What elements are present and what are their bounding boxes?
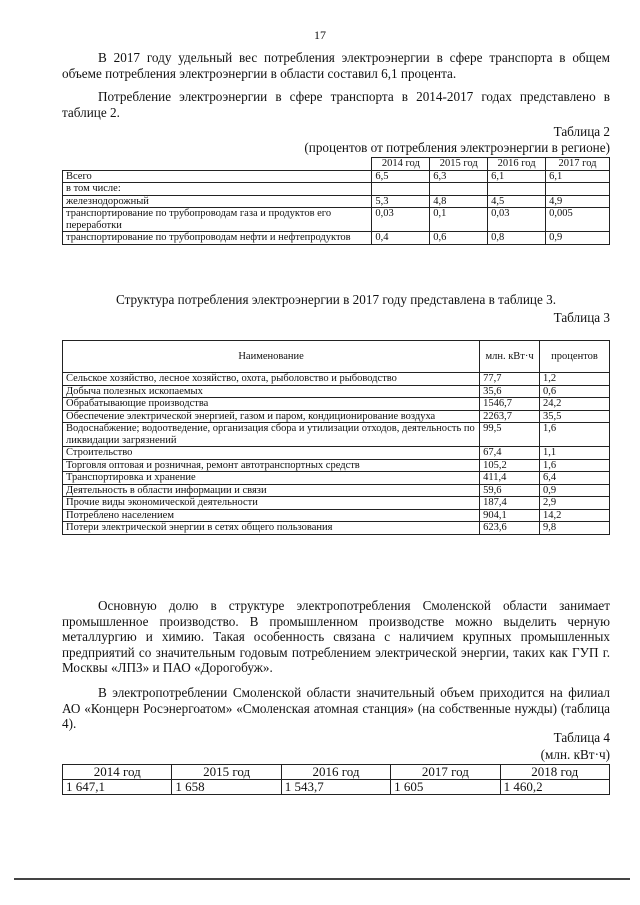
header-cell: 2017 год (546, 158, 610, 171)
table4-caption: Таблица 4 (553, 730, 610, 745)
table-cell: 0,9 (546, 232, 610, 245)
table-cell: Потери электрической энергии в сетях общего пользования (63, 522, 480, 535)
table-cell: 1 605 (391, 780, 500, 795)
table-cell: Строительство (63, 447, 480, 460)
table-row (63, 459, 610, 472)
table-cell: Прочие виды экономической деятельности (63, 497, 480, 510)
table-cell: Всего (63, 170, 372, 183)
table-4 (62, 764, 610, 795)
table-cell: 411,4 (480, 472, 540, 485)
table-cell: Деятельность в области информации и связи (63, 484, 480, 497)
table-cell: 2263,7 (480, 410, 540, 423)
table-cell: 9,8 (540, 522, 610, 535)
table-row (63, 208, 610, 232)
table-cell: Транспортировка и хранение (63, 472, 480, 485)
table-cell: Торговля оптовая и розничная, ремонт автотранспортных средств (63, 459, 480, 472)
header-cell: 2018 год (500, 765, 609, 780)
table-cell (430, 183, 488, 196)
table4-unit: (млн. кВт·ч) (540, 747, 610, 762)
page-number: 17 (314, 28, 326, 42)
table-row (63, 385, 610, 398)
table-cell: Добыча полезных ископаемых (63, 385, 480, 398)
table-3 (62, 340, 610, 535)
table-cell: 105,2 (480, 459, 540, 472)
table-row (63, 183, 610, 196)
table2-caption: Таблица 2 (553, 124, 610, 139)
table-cell: 1 658 (172, 780, 281, 795)
header-cell: 2014 год (63, 765, 172, 780)
table-cell: Потреблено населением (63, 509, 480, 522)
table-row (63, 509, 610, 522)
table-cell: 187,4 (480, 497, 540, 510)
table-row (63, 780, 610, 795)
table-cell: 6,5 (372, 170, 430, 183)
table-cell: железнодорожный (63, 195, 372, 208)
table-cell: 1 543,7 (281, 780, 390, 795)
header-cell: 2017 год (391, 765, 500, 780)
table-cell: 0,9 (540, 484, 610, 497)
table-cell: транспортирование по трубопроводам газа и продуктов его переработки (63, 208, 372, 232)
header-cell: Наименование (63, 341, 480, 373)
bottom-rule (14, 878, 630, 880)
header-cell (63, 158, 372, 171)
table-row (63, 447, 610, 460)
table-cell: 6,1 (546, 170, 610, 183)
table-cell (372, 183, 430, 196)
table-cell: 0,6 (540, 385, 610, 398)
table-row (63, 170, 610, 183)
table-cell: 0,03 (372, 208, 430, 232)
header-cell: млн. кВт·ч (480, 341, 540, 373)
table-cell: 904,1 (480, 509, 540, 522)
table-cell: 1,2 (540, 373, 610, 386)
table-cell: 0,6 (430, 232, 488, 245)
table-cell: 24,2 (540, 398, 610, 411)
paragraph-industry-share: Основную долю в структуре электропотребления Смоленской области занимает промышленное производство. В промышленном производстве можно выделить черную металлургию и химию. Такая особенность связана с наличием крупных промышленных предприятий со значительным годовым потреблением электрической энергии, таких как ГУП г. Москвы «ЛПЗ» и ПАО «Дорогобуж». (62, 598, 610, 675)
table-cell: 35,6 (480, 385, 540, 398)
table-cell: 77,7 (480, 373, 540, 386)
table-row (63, 373, 610, 386)
table-cell: Водоснабжение; водоотведение, организация сбора и утилизации отходов, деятельность по ликвидации загрязнений (63, 423, 480, 447)
table-cell: 14,2 (540, 509, 610, 522)
table-row (63, 522, 610, 535)
table-row (63, 472, 610, 485)
table-cell: 4,5 (488, 195, 546, 208)
table3-caption: Таблица 3 (553, 310, 610, 325)
table-row (63, 497, 610, 510)
table-cell: 6,3 (430, 170, 488, 183)
table-header-row (63, 341, 610, 373)
table-cell: 1 460,2 (500, 780, 609, 795)
table-cell: 0,4 (372, 232, 430, 245)
table-cell: Сельское хозяйство, лесное хозяйство, охота, рыболовство и рыбоводство (63, 373, 480, 386)
table-cell: 1 647,1 (63, 780, 172, 795)
table-cell: 1,1 (540, 447, 610, 460)
table3-intro: Структура потребления электроэнергии в 2017 году представлена в таблице 3. (115, 292, 557, 307)
table-header-row (63, 158, 610, 171)
table-cell: 59,6 (480, 484, 540, 497)
table-cell: 4,8 (430, 195, 488, 208)
table-header-row (63, 765, 610, 780)
table-cell: 1,6 (540, 459, 610, 472)
table-row (63, 195, 610, 208)
table-cell: в том числе: (63, 183, 372, 196)
table-cell: 35,5 (540, 410, 610, 423)
table-row (63, 484, 610, 497)
header-cell: 2015 год (430, 158, 488, 171)
paragraph-transport-consumption: Потребление электроэнергии в сфере транспорта в 2014-2017 годах представлено в таблице 2. (62, 89, 610, 120)
table-cell: 2,9 (540, 497, 610, 510)
paragraph-transport-share: В 2017 году удельный вес потребления электроэнергии в сфере транспорта в общем объеме потребления электроэнергии в области составил 6,1 процента. (62, 50, 610, 81)
table-cell: 0,8 (488, 232, 546, 245)
header-cell: 2015 год (172, 765, 281, 780)
paragraph-nuclear-station: В электропотреблении Смоленской области значительный объем приходится на филиал АО «Концерн Росэнергоатом» «Смоленская атомная станция» (на собственные нужды) (таблица 4). (62, 685, 610, 731)
table2-unit: (процентов от потребления электроэнергии в регионе) (304, 140, 610, 155)
table-cell: 5,3 (372, 195, 430, 208)
header-cell: 2014 год (372, 158, 430, 171)
table-cell: Обрабатывающие производства (63, 398, 480, 411)
table-row (63, 398, 610, 411)
table-cell: 6,4 (540, 472, 610, 485)
table-cell (488, 183, 546, 196)
table-cell: 0,03 (488, 208, 546, 232)
table-row (63, 232, 610, 245)
table-cell: 0,005 (546, 208, 610, 232)
table-cell: Обеспечение электрической энергией, газом и паром, кондиционирование воздуха (63, 410, 480, 423)
table-cell: 1546,7 (480, 398, 540, 411)
header-cell: 2016 год (488, 158, 546, 171)
table-cell: 0,1 (430, 208, 488, 232)
header-cell: процентов (540, 341, 610, 373)
table-cell: 67,4 (480, 447, 540, 460)
table-cell: 623,6 (480, 522, 540, 535)
table-row (63, 410, 610, 423)
header-cell: 2016 год (281, 765, 390, 780)
table-cell (546, 183, 610, 196)
table-cell: 6,1 (488, 170, 546, 183)
table-cell: 99,5 (480, 423, 540, 447)
table-cell: 1,6 (540, 423, 610, 447)
table-row (63, 423, 610, 447)
table-cell: 4,9 (546, 195, 610, 208)
table-2 (62, 157, 610, 245)
table-cell: транспортирование по трубопроводам нефти и нефтепродуктов (63, 232, 372, 245)
